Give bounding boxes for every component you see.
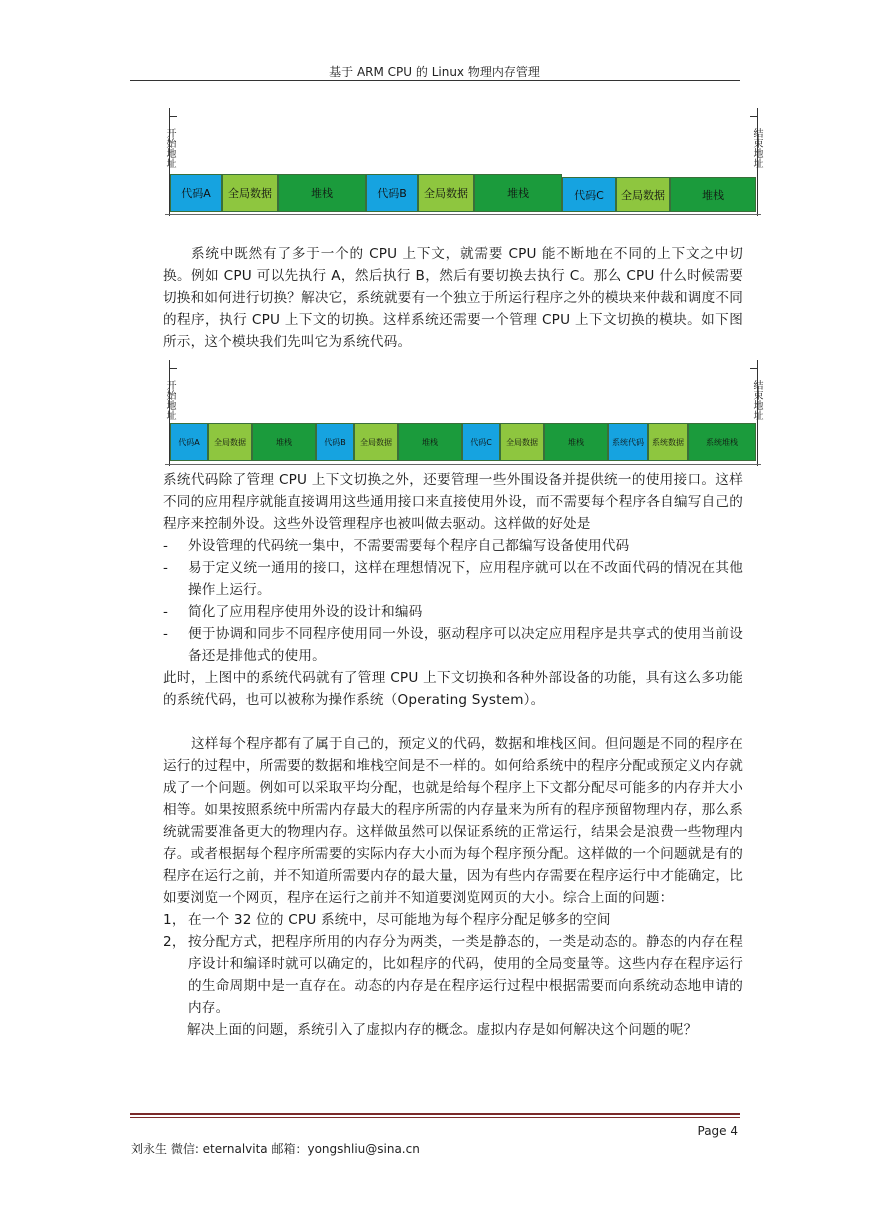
start-address-label: 开始地址 (164, 380, 175, 420)
memory-segment: 系统代码 (608, 423, 648, 461)
end-address-label: 结束地址 (751, 128, 762, 168)
start-address-tick (169, 368, 177, 369)
list-marker: 1， (163, 912, 186, 928)
list-item-text: 便于协调和同步不同程序使用同一外设，驱动程序可以决定应用程序是共享式的使用当前设备还是排他式的使用。 (188, 626, 743, 664)
memory-segment: 堆栈 (278, 174, 366, 212)
list-marker: 2， (163, 934, 186, 950)
page-number: Page 4 (697, 1124, 738, 1138)
body-section-1 (163, 243, 743, 353)
list-marker: - (163, 538, 169, 554)
memory-segment: 代码A (170, 174, 222, 212)
list-marker: - (163, 604, 169, 620)
memory-segment: 全局数据 (208, 423, 252, 461)
list-marker: - (163, 560, 169, 576)
list-item-text: 易于定义统一通用的接口，这样在理想情况下，应用程序就可以在不改面代码的情况在其他操作上运行。 (188, 560, 743, 598)
document-title: 基于 ARM CPU 的 Linux 物理内存管理 (329, 65, 540, 79)
start-address-tick (169, 116, 177, 117)
footer-divider (130, 1113, 740, 1115)
memory-segment: 堆栈 (544, 423, 608, 461)
list-item (163, 909, 743, 931)
memory-layout-diagram-2 (165, 360, 761, 466)
paragraph-operating-system: 此时，上图中的系统代码就有了管理 CPU 上下文切换和各种外部设备的功能，具有这么多功能的系统代码，也可以被称为操作系统（Operating System）。 (163, 670, 743, 708)
author-contact: 刘永生 微信: eternalvita 邮箱：yongshliu@sina.cn (131, 1142, 420, 1156)
memory-segment: 全局数据 (616, 177, 670, 212)
memory-segment: 代码B (366, 174, 418, 212)
list-marker: - (163, 626, 169, 642)
memory-blocks (170, 174, 756, 212)
list-item-text: 在一个 32 位的 CPU 系统中，尽可能地为每个程序分配足够多的空间 (188, 912, 611, 928)
advantages-list (163, 535, 743, 667)
memory-segment: 代码C (562, 177, 616, 212)
memory-baseline (165, 464, 761, 465)
memory-segment: 堆栈 (252, 423, 316, 461)
body-section-2 (163, 469, 743, 1041)
memory-segment: 系统堆栈 (688, 423, 756, 461)
memory-segment: 系统数据 (648, 423, 688, 461)
footer-divider-thin (130, 1117, 740, 1118)
end-address-tick (750, 368, 758, 369)
list-item (163, 557, 743, 601)
memory-segment: 代码C (462, 423, 500, 461)
problems-list (163, 909, 743, 1019)
list-item-text: 外设管理的代码统一集中，不需要需要每个程序自己都编写设备使用代码 (188, 538, 630, 554)
list-item (163, 931, 743, 1019)
memory-baseline (165, 214, 761, 215)
paragraph-context-switch: 系统中既然有了多于一个的 CPU 上下文，就需要 CPU 能不断地在不同的上下文之中切换。例如 CPU 可以先执行 A，然后执行 B，然后有要切换去执行 C。那么 CPU 什么时候需要切换和如何进行切换？解决它，系统就要有一个独立于所运行程序之外的模块来仲裁和调度不同的程序，执行 CPU 上下文的切换。这样系统还需要一个管理 CPU 上下文切换的模块。如下图所示，这个模块我们先叫它为系统代码。 (163, 246, 743, 350)
list-item-text: 简化了应用程序使用外设的设计和编码 (188, 604, 423, 620)
blank-line (163, 711, 743, 733)
memory-segment: 代码A (170, 423, 208, 461)
start-address-label: 开始地址 (164, 128, 175, 168)
memory-segment: 堆栈 (670, 177, 756, 212)
end-address-label: 结束地址 (751, 380, 762, 420)
memory-segment: 代码B (316, 423, 354, 461)
paragraph-memory-allocation: 这样每个程序都有了属于自己的，预定义的代码，数据和堆栈区间。但问题是不同的程序在运行的过程中，所需要的数据和堆栈空间是不一样的。如何给系统中的程序分配或预定义内存就成了一个问题。例如可以采取平均分配，也就是给每个程序上下文都分配尽可能多的内存并大小相等。如果按照系统中所需内存最大的程序所需的内存量来为所有的程序预留物理内存，那么系统就需要准备更大的物理内存。这样做虽然可以保证系统的正常运行，结果会是浪费一些物理内存。或者根据每个程序所需要的实际内存大小而为每个程序预分配。这样做的一个问题就是有的程序在运行之前，并不知道所需要内存的最大量，因为有些内存需要在程序运行中才能确定，比如要浏览一个网页，程序在运行之前并不知道要浏览网页的大小。综合上面的问题： (163, 736, 743, 906)
list-item-text: 按分配方式，把程序所用的内存分为两类，一类是静态的，一类是动态的。静态的内存在程序设计和编译时就可以确定的，比如程序的代码，使用的全局变量等。这些内存在程序运行的生命周期中是一直存在。动态的内存是在程序运行过程中根据需要而向系统动态地申请的内存。 (188, 934, 743, 1016)
header-divider (130, 80, 740, 81)
memory-layout-diagram-1 (165, 108, 761, 216)
memory-segment: 全局数据 (500, 423, 544, 461)
memory-blocks (170, 423, 756, 461)
memory-segment: 堆栈 (474, 174, 562, 212)
memory-segment: 堆栈 (398, 423, 462, 461)
end-address-tick (750, 116, 758, 117)
list-item (163, 535, 743, 557)
list-item (163, 623, 743, 667)
memory-segment: 全局数据 (354, 423, 398, 461)
list-item (163, 601, 743, 623)
paragraph-system-code: 系统代码除了管理 CPU 上下文切换之外，还要管理一些外围设备并提供统一的使用接口。这样不同的应用程序就能直接调用这些通用接口来直接使用外设，而不需要每个程序各自编写自己的程序来控制外设。这些外设管理程序也被叫做去驱动。这样做的好处是 (163, 472, 743, 532)
paragraph-virtual-memory: 解决上面的问题，系统引入了虚拟内存的概念。虚拟内存是如何解决这个问题的呢？ (187, 1022, 698, 1038)
memory-segment: 全局数据 (222, 174, 278, 212)
memory-segment: 全局数据 (418, 174, 474, 212)
